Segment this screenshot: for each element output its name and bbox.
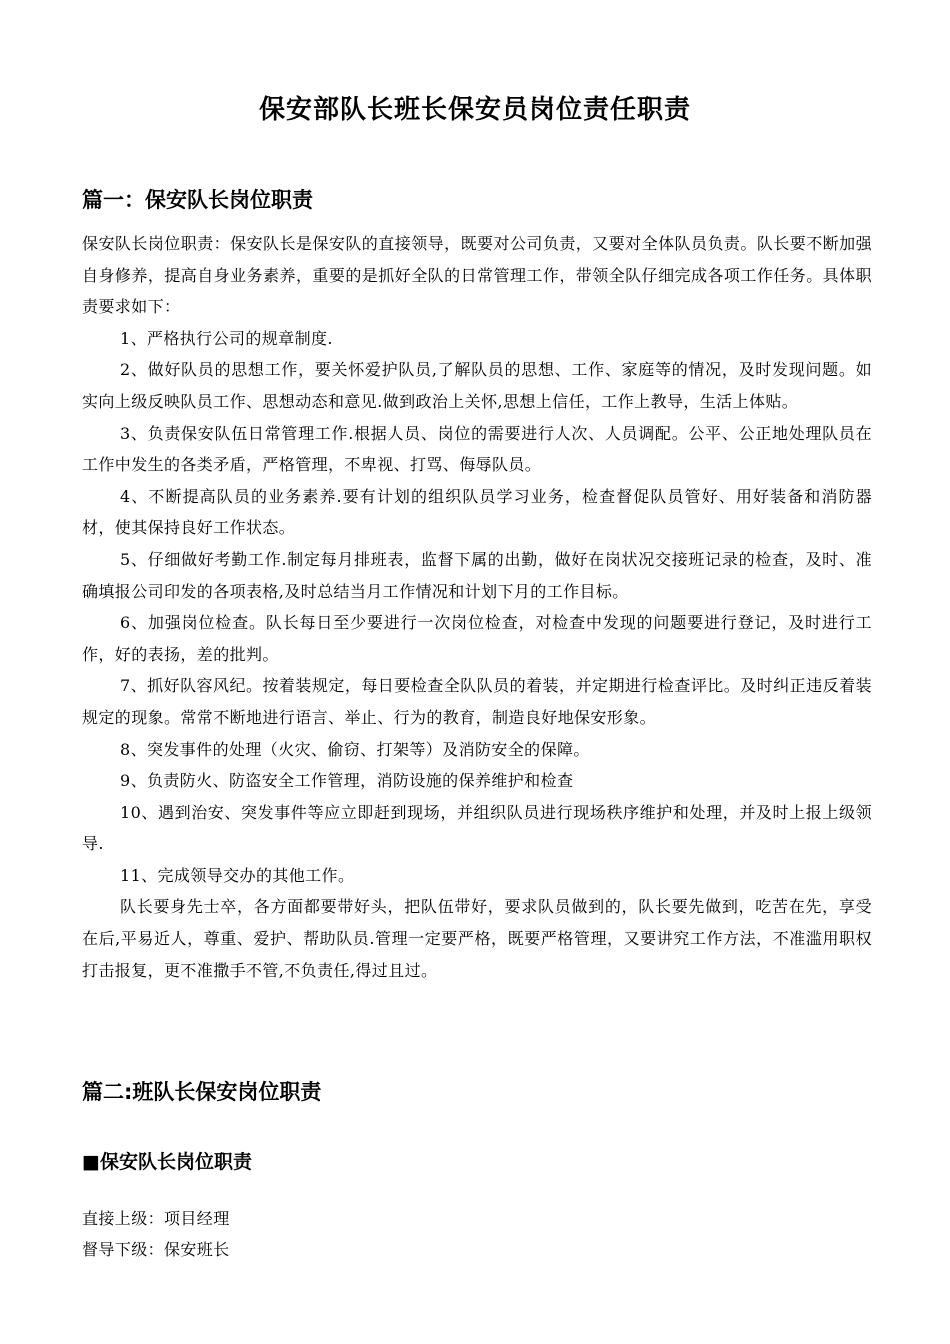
duty-item-8: 8、突发事件的处理（火灾、偷窃、打架等）及消防安全的保障。 [120,739,590,759]
duty-item-4: 4、不断提高队员的业务素养.要有计划的组织队员学习业务，检查督促队员管好、用好装备和消防器材，使其保持良好工作状态。 [82,486,872,538]
section-one-body [82,228,872,986]
duty-item-5: 5、仔细做好考勤工作.制定每月排班表，监督下属的出勤，做好在岗状况交接班记录的检查，及时、准确填报公司印发的各项表格,及时总结当月工作情况和计划下月的工作目标。 [82,549,872,601]
document-title: 保安部队长班长保安员岗位责任职责 [258,95,691,125]
section-two-subheading: ■保安队长岗位职责 [82,1151,252,1173]
reporting-info [82,1203,872,1265]
duty-item-3: 3、负责保安队伍日常管理工作.根据人员、岗位的需要进行人次、人员调配。公平、公正地处理队员在工作中发生的各类矛盾，严格管理，不卑视、打骂、侮辱队员。 [82,423,872,475]
duty-item-6: 6、加强岗位检查。队长每日至少要进行一次岗位检查，对检查中发现的问题要进行登记，及时进行工作，好的表扬，差的批判。 [82,613,872,664]
duty-item-11: 11、完成领导交办的其他工作。 [120,865,355,885]
section-two-heading: 篇二:班队长保安岗位职责 [82,1080,322,1104]
duty-item-7: 7、抓好队容风纪。按着装规定，每日要检查全队队员的着装，并定期进行检查评比。及时纠正违反着装规定的现象。常常不断地进行语言、举止、行为的教育，制造良好地保安形象。 [82,676,872,727]
section-one-intro: 保安队长岗位职责：保安队长是保安队的直接领导，既要对公司负责，又要对全体队员负责。队长要不断加强自身修养，提高自身业务素养，重要的是抓好全队的日常管理工作，带领全队仔细完成各项工作任务。具体职责要求如下： [82,234,872,317]
duty-item-9: 9、负责防火、防盗安全工作管理，消防设施的保养维护和检查 [120,771,574,791]
closing-paragraph: 队长要身先士卒，各方面都要带好头，把队伍带好，要求队员做到的，队长要先做到，吃苦在先，享受在后,平易近人，尊重、爱护、帮助队员.管理一定要严格，既要严格管理，又要讲究工作方法，不准滥用职权打击报复，更不准撒手不管,不负责任,得过且过。 [82,897,872,980]
duty-item-10: 10、遇到治安、突发事件等应立即赶到现场，并组织队员进行现场秩序维护和处理，并及时上报上级领导. [82,802,872,854]
duty-item-1: 1、严格执行公司的规章制度. [120,328,333,348]
subordinate-line: 督导下级：保安班长 [82,1240,230,1259]
direct-superior-line: 直接上级：项目经理 [82,1209,230,1228]
section-one-heading: 篇一：保安队长岗位职责 [82,188,313,212]
duty-item-2: 2、做好队员的思想工作，要关怀爱护队员,了解队员的思想、工作、家庭等的情况，及时发现问题。如实向上级反映队员工作、思想动态和意见.做到政治上关怀,思想上信任，工作上教导，生活上体贴。 [82,360,872,411]
